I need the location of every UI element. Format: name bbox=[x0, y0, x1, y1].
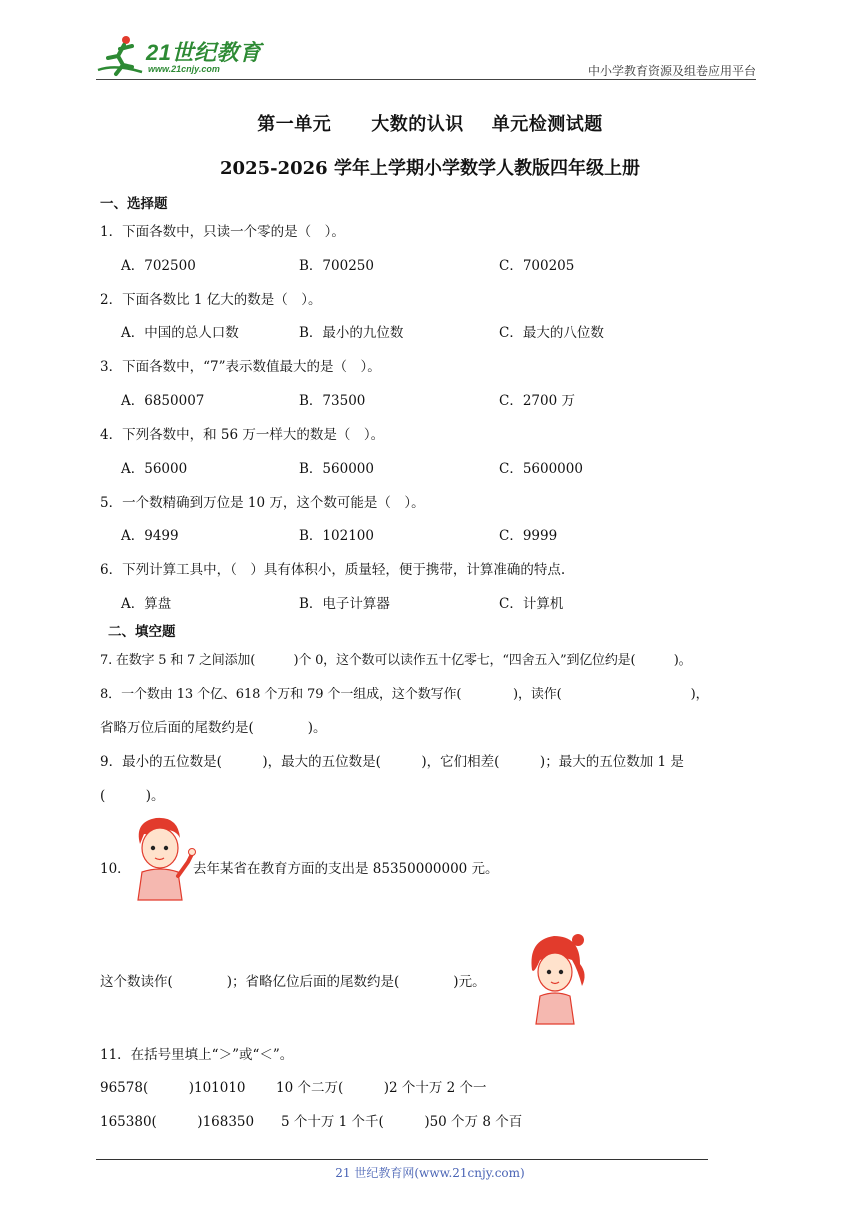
section-choice-heading: 一、选择题 bbox=[100, 196, 168, 212]
title-unit: 第一单元 bbox=[257, 114, 332, 135]
title-test: 单元检测试题 bbox=[491, 114, 603, 135]
q1-option-a: A．702500 bbox=[121, 258, 196, 274]
question-9-line1: 9．最小的五位数是( )，最大的五位数是( )，它们相差( )；最大的五位数加 1 是 bbox=[100, 754, 684, 770]
page-title bbox=[0, 110, 860, 136]
q2-option-b: B．最小的九位数 bbox=[299, 325, 404, 341]
question-10-number: 10． bbox=[100, 861, 131, 877]
logo-text: 21世纪教育 bbox=[146, 40, 262, 65]
q11-compare-3: 165380( )168350 bbox=[100, 1114, 255, 1130]
runner-logo-icon bbox=[96, 34, 146, 78]
question-9-line2: ( )。 bbox=[100, 788, 165, 804]
question-2: 2．下面各数比 1 亿大的数是（ ）。 bbox=[100, 292, 322, 308]
question-3: 3．下面各数中，“7”表示数值最大的是（ ）。 bbox=[100, 359, 381, 375]
q4-option-b: B．560000 bbox=[299, 461, 374, 477]
q4-option-c: C．5600000 bbox=[499, 461, 583, 477]
boy-cartoon-icon bbox=[126, 814, 196, 906]
header-platform-text: 中小学教育资源及组卷应用平台 bbox=[587, 64, 756, 78]
q6-option-a: A．算盘 bbox=[121, 596, 172, 612]
question-6: 6．下列计算工具中，（ ）具有体积小，质量轻，便于携带，计算准确的特点. bbox=[100, 562, 566, 578]
question-1: 1．下面各数中，只读一个零的是（ ）。 bbox=[100, 224, 345, 240]
q3-option-a: A．6850007 bbox=[121, 393, 205, 409]
question-5: 5．一个数精确到万位是 10 万，这个数可能是（ ）。 bbox=[100, 495, 425, 511]
q3-option-c: C．2700 万 bbox=[499, 393, 575, 409]
q3-option-b: B．73500 bbox=[299, 393, 366, 409]
q11-compare-4: 5 个十万 1 个千( )50 个万 8 个百 bbox=[281, 1114, 523, 1130]
q6-option-c: C．计算机 bbox=[499, 596, 564, 612]
question-8-line2: 省略万位后面的尾数约是( )。 bbox=[100, 720, 327, 736]
footer-link[interactable]: 21 世纪教育网(www.21cnjy.com) bbox=[335, 1166, 525, 1180]
header-divider bbox=[96, 79, 756, 80]
page-subtitle: 2025-2026 学年上学期小学数学人教版四年级上册 bbox=[220, 158, 640, 179]
question-7: 7. 在数字 5 和 7 之间添加( )个 0，这个数可以读作五十亿零七，“四舍五入”到亿位约是( )。 bbox=[100, 653, 692, 668]
footer-divider bbox=[96, 1159, 708, 1160]
q2-option-c: C．最大的八位数 bbox=[499, 325, 604, 341]
q6-option-b: B．电子计算器 bbox=[299, 596, 390, 612]
question-10-answer-line: 这个数读作( )；省略亿位后面的尾数约是( )元。 bbox=[100, 974, 486, 990]
question-10-text: 去年某省在教育方面的支出是 85350000000 元。 bbox=[193, 861, 499, 877]
section-fill-heading: 二、填空题 bbox=[108, 624, 176, 640]
logo-url: www.21cnjy.com bbox=[148, 64, 220, 74]
title-topic: 大数的认识 bbox=[371, 114, 464, 135]
question-8-line1: 8．一个数由 13 个亿、618 个万和 79 个一组成，这个数写作( )，读作( )， bbox=[100, 687, 709, 702]
question-4: 4．下列各数中，和 56 万一样大的数是（ ）。 bbox=[100, 427, 385, 443]
q1-option-c: C．700205 bbox=[499, 258, 575, 274]
q5-option-a: A．9499 bbox=[121, 528, 179, 544]
q1-option-b: B．700250 bbox=[299, 258, 374, 274]
q11-compare-1: 96578( )101010 bbox=[100, 1080, 246, 1096]
girl-cartoon-icon bbox=[522, 930, 592, 1026]
q5-option-b: B．102100 bbox=[299, 528, 374, 544]
site-logo bbox=[96, 34, 266, 78]
q4-option-a: A．56000 bbox=[121, 461, 188, 477]
question-11: 11．在括号里填上“＞”或“＜”。 bbox=[100, 1047, 294, 1063]
q5-option-c: C．9999 bbox=[499, 528, 558, 544]
q11-compare-2: 10 个二万( )2 个十万 2 个一 bbox=[276, 1080, 487, 1096]
q2-option-a: A．中国的总人口数 bbox=[121, 325, 239, 341]
